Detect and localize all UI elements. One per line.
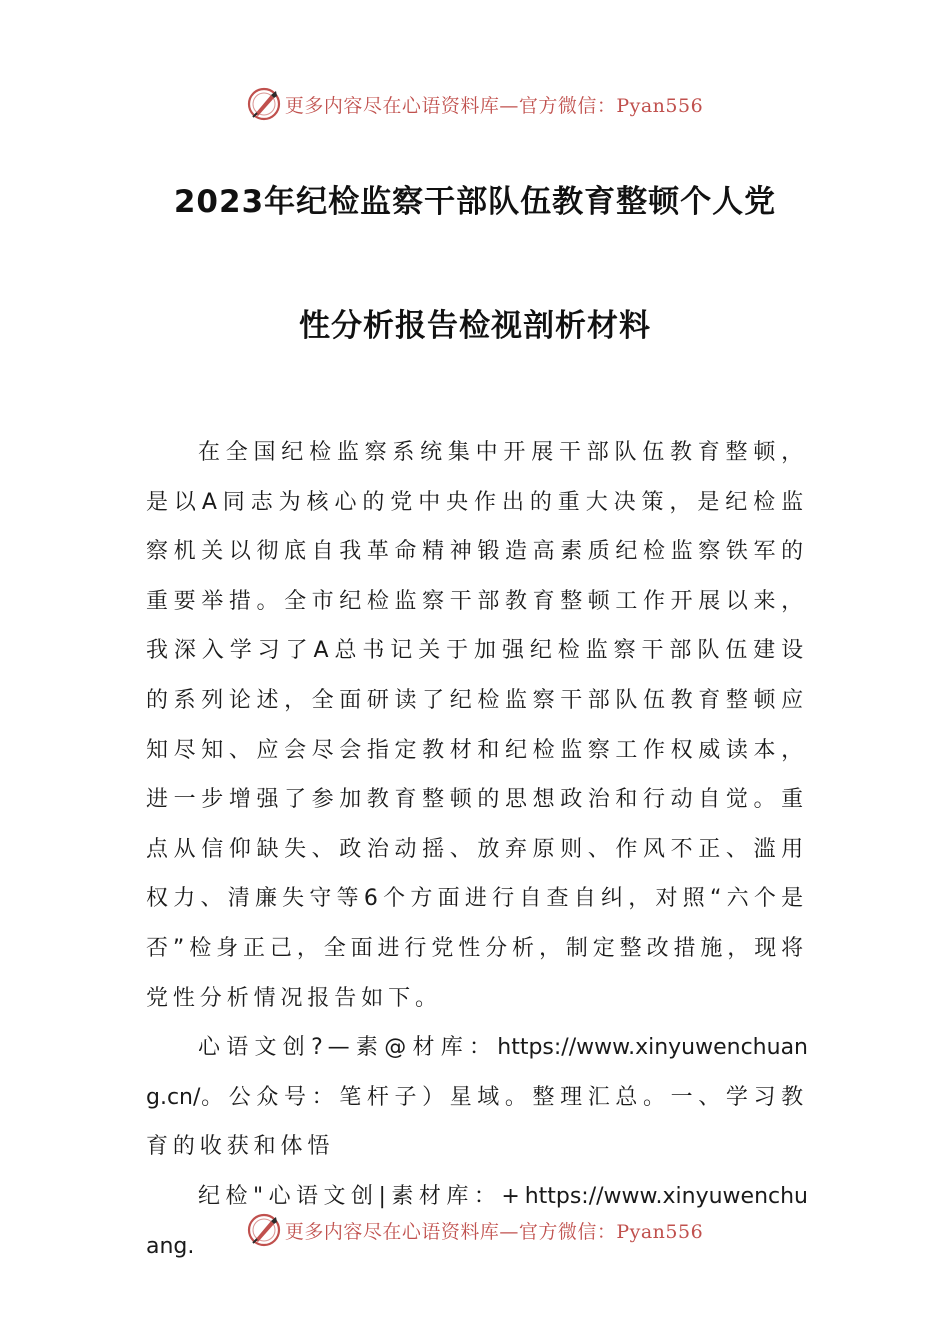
header-banner: [0, 82, 950, 126]
header-banner-text: 更多内容尽在心语资料库—官方微信：Pyan556: [284, 94, 704, 117]
footer-banner: [0, 1208, 950, 1252]
document-title-line-2: 性分析报告检视剖析材料: [299, 308, 651, 344]
paragraph-3-link: https://www.xinyuwenchuang.: [146, 1183, 808, 1259]
quill-logo-icon: [247, 87, 281, 121]
footer-banner-text: 更多内容尽在心语资料库—官方微信：Pyan556: [284, 1220, 704, 1243]
paragraph-2-text-b: 。公众号：笔杆子）星域。整理汇总。一、学习教育的收获和体悟: [146, 1084, 808, 1160]
body-paragraph-1: 在全国纪检监察系统集中开展干部队伍教育整顿，是以A同志为核心的党中央作出的重大决策，是纪检监察机关以彻底自我革命精神锻造高素质纪检监察铁军的重要举措。全市纪检监察干部教育整顿工作开展以来，我深入学习了A总书记关于加强纪检监察干部队伍建设的系列论述，全面研读了纪检监察干部队伍教育整顿应知尽知、应会尽会指定教材和纪检监察工作权威读本，进一步增强了参加教育整顿的思想政治和行动自觉。重点从信仰缺失、政治动摇、放弃原则、作风不正、滥用权力、清廉失守等6个方面进行自查自纠，对照“六个是否”检身正己，全面进行党性分析，制定整改措施，现将党性分析情况报告如下。: [146, 440, 808, 1011]
body-paragraph-2: [146, 1023, 808, 1172]
document-title-line-1: 2023年纪检监察干部队伍教育整顿个人党: [173, 184, 777, 220]
paragraph-3-text-a: 纪检"心语文创|素材库：+: [198, 1183, 525, 1209]
paragraph-2-link: https://www.xinyuwenchuang.cn/: [146, 1035, 808, 1110]
paragraph-2-text-a: 心语文创?—素@材库：: [198, 1035, 498, 1061]
quill-logo-icon: [247, 1213, 281, 1247]
document-body: [146, 428, 808, 1271]
